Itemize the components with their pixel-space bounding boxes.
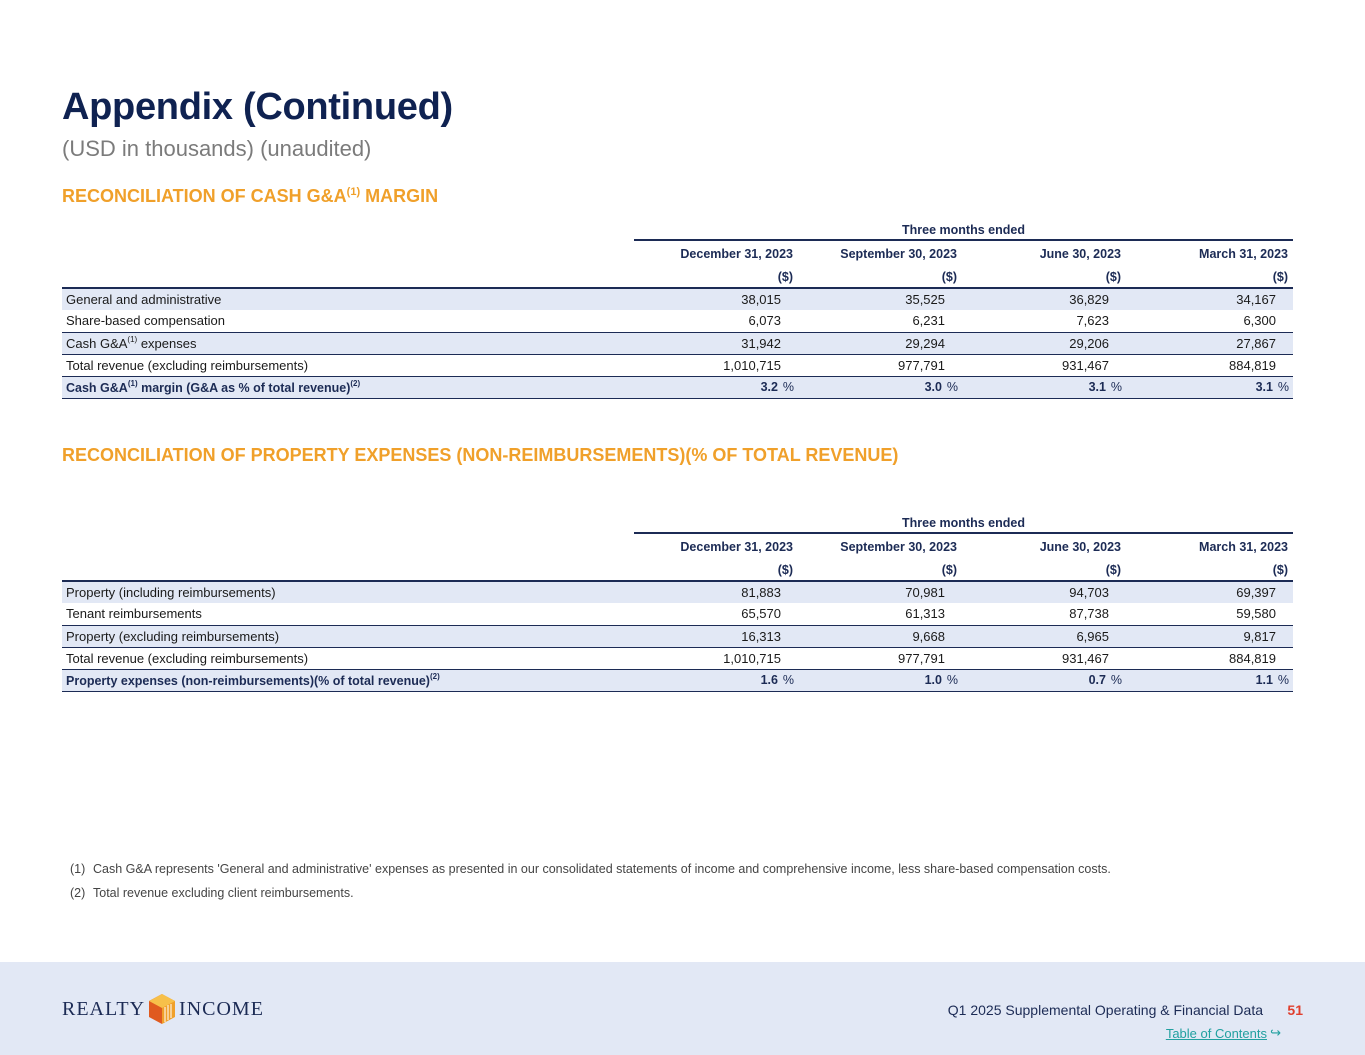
column-header: September 30, 2023 bbox=[840, 539, 957, 554]
row-label: General and administrative bbox=[62, 288, 634, 310]
cell-value: 70,981 bbox=[798, 581, 962, 603]
row-label: Total revenue (excluding reimbursements) bbox=[62, 647, 634, 669]
cell-value: 1,010,715 bbox=[634, 647, 798, 669]
cell-value: 1,010,715 bbox=[634, 354, 798, 376]
cell-value: 16,313 bbox=[634, 625, 798, 647]
table-row bbox=[62, 288, 1293, 310]
cell-value: 931,467 bbox=[962, 647, 1126, 669]
cell-value: 3.1 % bbox=[962, 376, 1126, 398]
logo-mark-icon bbox=[148, 993, 176, 1025]
table-of-contents-link[interactable]: Table of Contents bbox=[1165, 1026, 1267, 1041]
cell-value: 6,231 bbox=[912, 313, 945, 329]
cell-value: 6,300 bbox=[1243, 313, 1276, 329]
cell-value: 977,791 bbox=[798, 354, 962, 376]
cell-value: 931,467 bbox=[962, 354, 1126, 376]
unit-label: ($) bbox=[1105, 562, 1121, 577]
cell-value: 29,206 bbox=[962, 332, 1126, 354]
table-row bbox=[62, 332, 1293, 354]
cell-value: 87,738 bbox=[1069, 606, 1109, 622]
cell-value: 9,668 bbox=[798, 625, 962, 647]
unit-label: ($) bbox=[941, 269, 957, 284]
return-arrow-icon[interactable]: ↪ bbox=[1270, 1025, 1281, 1040]
cell-value: 884,819 bbox=[1126, 647, 1293, 669]
cell-value: 81,883 bbox=[634, 581, 798, 603]
cell-value: 3.1 % bbox=[1126, 376, 1293, 398]
logo-word-left: REALTY bbox=[62, 997, 146, 1020]
column-header: June 30, 2023 bbox=[1039, 246, 1121, 261]
row-label: Share-based compensation bbox=[66, 313, 225, 329]
table-row bbox=[62, 354, 1293, 376]
cell-value: 27,867 bbox=[1126, 332, 1293, 354]
cell-value: 3.0 % bbox=[798, 376, 962, 398]
row-label: Property (including reimbursements) bbox=[62, 581, 634, 603]
cell-value: 9,817 bbox=[1126, 625, 1293, 647]
cell-value: 0.7 % bbox=[962, 669, 1126, 691]
section-heading-property-expenses: RECONCILIATION OF PROPERTY EXPENSES (NON-REIMBURSEMENTS)(% OF TOTAL REVENUE) bbox=[62, 445, 899, 465]
unit-label: ($) bbox=[777, 562, 793, 577]
cell-value: 6,073 bbox=[748, 313, 781, 329]
section-heading-cash-ga: RECONCILIATION OF CASH $G\&A^{(1)}$ MARGIN bbox=[62, 186, 439, 206]
document-title: Q1 2025 Supplemental Operating & Financial Data bbox=[947, 1002, 1263, 1018]
cell-value: 29,294 bbox=[798, 332, 962, 354]
unit-label: ($) bbox=[777, 269, 793, 284]
row-label: Cash $G\&A^{(1)}$ margin (G&A as % of total revenue)$^{(2)}$ bbox=[62, 376, 634, 398]
cell-value: 65,570 bbox=[741, 606, 781, 622]
group-header: Three months ended bbox=[634, 513, 1293, 533]
total-row bbox=[62, 669, 1293, 691]
cell-value: 1.1 % bbox=[1126, 669, 1293, 691]
cell-value: 35,525 bbox=[798, 288, 962, 310]
column-header: March 31, 2023 bbox=[1199, 246, 1288, 261]
table-row bbox=[62, 603, 1293, 625]
cell-value: 884,819 bbox=[1126, 354, 1293, 376]
footnotes bbox=[70, 860, 1111, 908]
column-header: March 31, 2023 bbox=[1199, 539, 1288, 554]
unit-label: ($) bbox=[1272, 269, 1288, 284]
unit-label: ($) bbox=[1272, 562, 1288, 577]
row-label: Property (excluding reimbursements) bbox=[62, 625, 634, 647]
column-header: December 31, 2023 bbox=[680, 246, 793, 261]
group-header: Three months ended bbox=[634, 220, 1293, 240]
cell-value: 69,397 bbox=[1126, 581, 1293, 603]
total-row bbox=[62, 376, 1293, 398]
logo-word-right: INCOME bbox=[179, 997, 264, 1020]
page-subtitle: (USD in thousands) (unaudited) bbox=[62, 136, 372, 161]
table-row bbox=[62, 647, 1293, 669]
cell-value: 977,791 bbox=[798, 647, 962, 669]
cell-value: 38,015 bbox=[634, 288, 798, 310]
page-number: 51 bbox=[1287, 1002, 1303, 1018]
row-label: Property expenses (non-reimbursements)(% of total revenue)$^{(2)}$ bbox=[62, 669, 634, 691]
cell-value: 1.0 % bbox=[798, 669, 962, 691]
page-footer bbox=[0, 962, 1365, 1055]
cell-value: 59,580 bbox=[1236, 606, 1276, 622]
cell-value: 61,313 bbox=[905, 606, 945, 622]
cell-value: 36,829 bbox=[962, 288, 1126, 310]
column-header: September 30, 2023 bbox=[840, 246, 957, 261]
cell-value: 31,942 bbox=[634, 332, 798, 354]
row-label: Total revenue (excluding reimbursements) bbox=[62, 354, 634, 376]
cell-value: 94,703 bbox=[962, 581, 1126, 603]
cell-value: 34,167 bbox=[1126, 288, 1293, 310]
cell-value: 1.6 % bbox=[634, 669, 798, 691]
column-header: December 31, 2023 bbox=[680, 539, 793, 554]
footnote: (2) Total revenue excluding client reimbursements. bbox=[70, 886, 354, 900]
cash-ga-table bbox=[62, 220, 1293, 399]
cell-value: 3.2 % bbox=[634, 376, 798, 398]
unit-label: ($) bbox=[1105, 269, 1121, 284]
property-expenses-table bbox=[62, 513, 1293, 692]
table-row bbox=[62, 310, 1293, 332]
column-header: June 30, 2023 bbox=[1039, 539, 1121, 554]
row-label: Tenant reimbursements bbox=[66, 606, 202, 622]
row-label: Cash $G\&A^{(1)}$ expenses bbox=[62, 332, 634, 354]
unit-label: ($) bbox=[941, 562, 957, 577]
table-row bbox=[62, 625, 1293, 647]
cell-value: 6,965 bbox=[962, 625, 1126, 647]
table-row bbox=[62, 581, 1293, 603]
footnote: (1) Cash G&A represents 'General and administrative' expenses as presented in our consolidated statements of income and comprehensive income, less share-based compensation costs. bbox=[70, 862, 1111, 876]
page-title: Appendix (Continued) bbox=[62, 86, 453, 128]
realty-income-logo bbox=[62, 993, 264, 1025]
cell-value: 7,623 bbox=[1076, 313, 1109, 329]
